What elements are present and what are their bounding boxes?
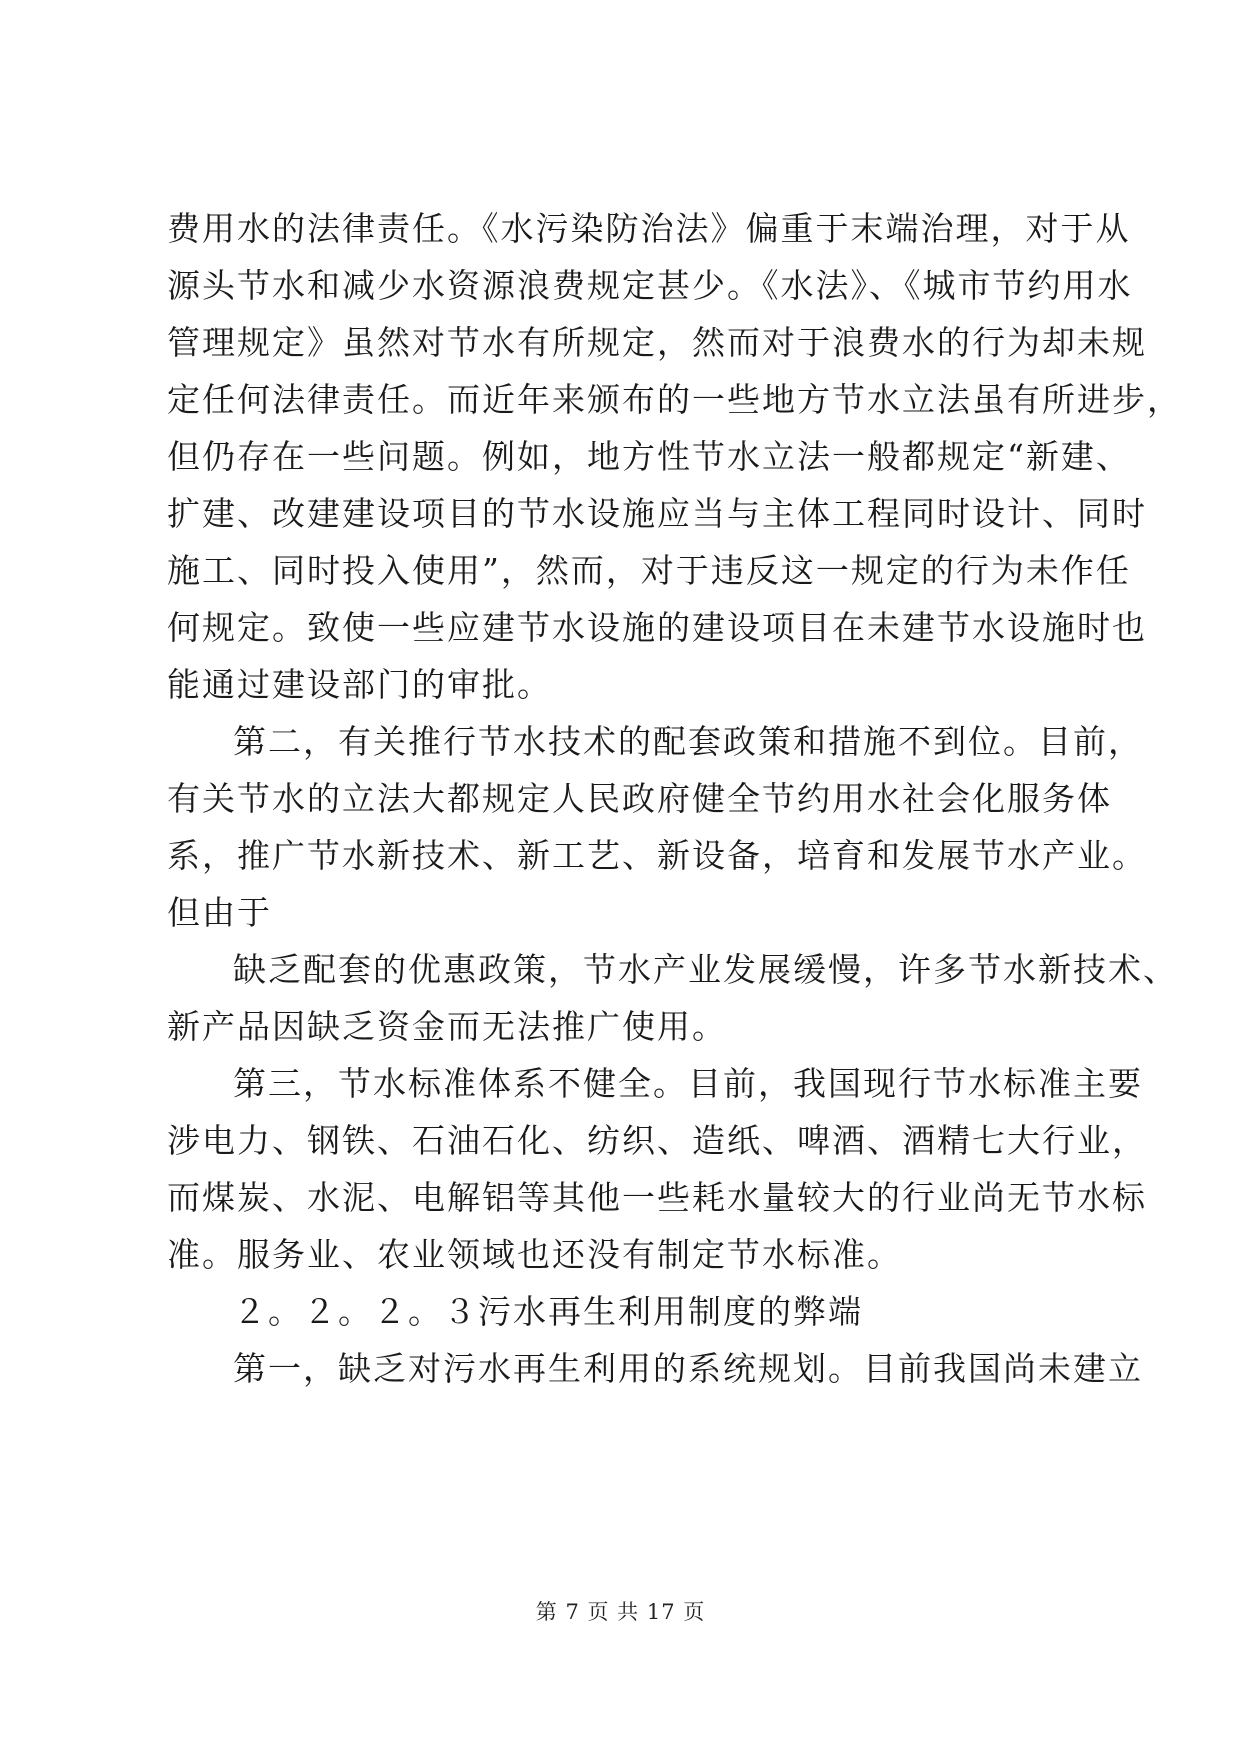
body-text-line: 准。服务业、农业领域也还没有制定节水标准。: [167, 1235, 902, 1274]
body-text-line: 何规定。致使一些应建节水设施的建设项目在未建节水设施时也: [167, 608, 1147, 647]
body-text-line: 施工、同时投入使用”，然而，对于违反这一规定的行为未作任: [167, 551, 1131, 590]
body-text-line: 系，推广节水新技术、新工艺、新设备，培育和发展节水产业。: [167, 836, 1147, 875]
body-text-line: 管理规定》虽然对节水有所规定，然而对于浪费水的行为却未规: [167, 323, 1147, 362]
body-text-line: 新产品因缺乏资金而无法推广使用。: [167, 1007, 727, 1046]
body-text-line: 涉电力、钢铁、石油石化、纺织、造纸、啤酒、酒精七大行业，: [167, 1121, 1147, 1160]
body-text-line: 有关节水的立法大都规定人民政府健全节约用水社会化服务体: [167, 779, 1112, 818]
body-text-line: 扩建、改建建设项目的节水设施应当与主体工程同时设计、同时: [167, 494, 1147, 533]
paragraph-start-line: 第三，节水标准体系不健全。目前，我国现行节水标准主要: [233, 1064, 1143, 1103]
body-text-line: 费用水的法律责任。《水污染防治法》偏重于末端治理，对于从: [167, 209, 1131, 248]
body-text-line: 但由于: [167, 893, 272, 932]
body-text-line: 但仍存在一些问题。例如，地方性节水立法一般都规定“新建、: [167, 437, 1131, 476]
section-heading: ２。２。２。３污水再生利用制度的弊端: [233, 1292, 863, 1331]
body-text-line: 源头节水和减少水资源浪费规定甚少。《水法》、《城市节约用水: [167, 266, 1133, 305]
paragraph-start-line: 第二，有关推行节水技术的配套政策和措施不到位。目前，: [233, 722, 1143, 761]
paragraph-start-line: 第一，缺乏对污水再生利用的系统规划。目前我国尚未建立: [233, 1349, 1143, 1388]
paragraph-start-line: 缺乏配套的优惠政策，节水产业发展缓慢，许多节水新技术、: [233, 950, 1178, 989]
page-number-footer: 第 7 页 共 17 页: [535, 1600, 706, 1624]
body-text-line: 定任何法律责任。而近年来颁布的一些地方节水立法虽有所进步，: [167, 380, 1182, 419]
body-text-line: 而煤炭、水泥、电解铝等其他一些耗水量较大的行业尚无节水标: [167, 1178, 1147, 1217]
body-text-line: 能通过建设部门的审批。: [167, 665, 552, 704]
